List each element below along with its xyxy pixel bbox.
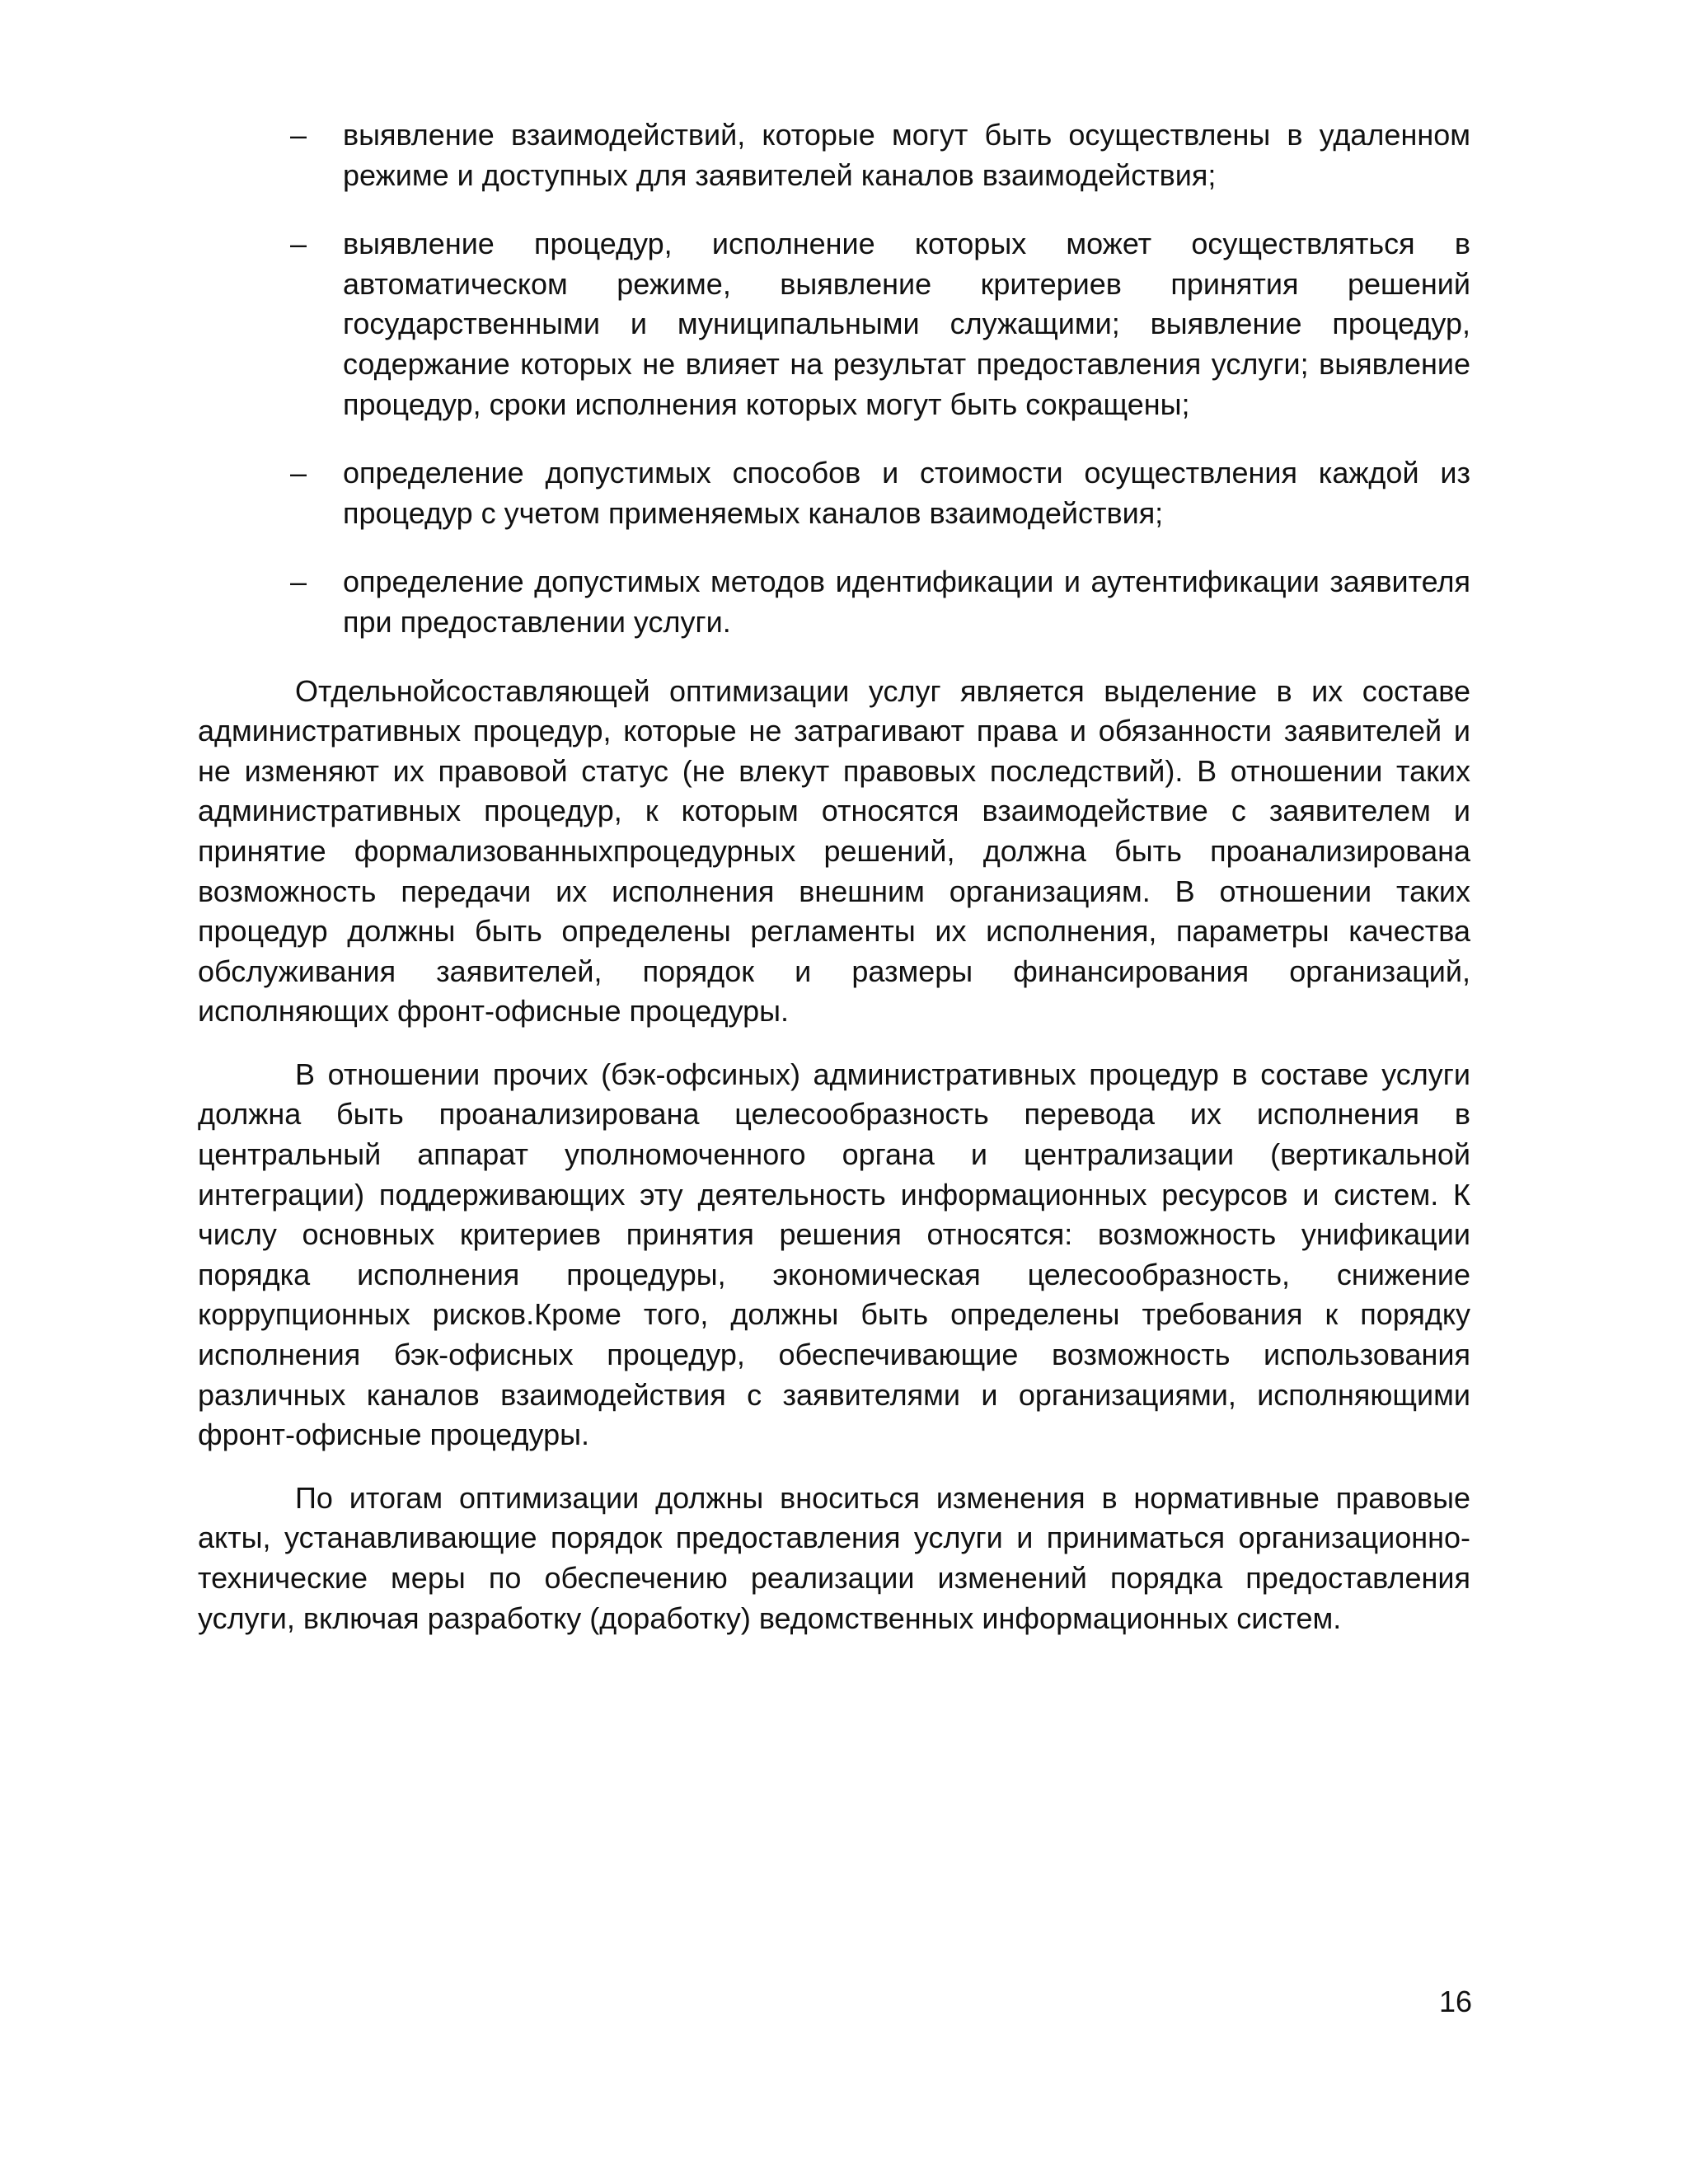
document-content — [198, 115, 1470, 1661]
page-number: 16 — [1438, 1985, 1472, 2018]
paragraph-optimization-results: По итогам оптимизации должны вноситься изменения в нормативные правовые акты, устанавливающие порядок предоставления услуги и приниматься организационно-технические меры по обеспечению реализации изменений порядка предоставления услуги, включая разработку (доработку) ведомственных информационных систем. — [198, 1480, 1470, 1635]
paragraph-back-office: В отношении прочих (бэк-офсиных) административных процедур в составе услуги должна быть проанализирована целесообразность перевода их исполнения в центральный аппарат уполномоченного органа и централизации (вертикальной интеграции) поддерживающих эту деятельность информационных ресурсов и систем. К числу основных критериев принятия решения относятся: возможность унификации порядка исполнения процедуры, экономическая целесообразность, снижение коррупционных рисков.Кроме того, должны быть определены требования к порядку исполнения бэк-офисных процедур, обеспечивающие возможность использования различных каналов взаимодействия с заявителями и организациями, исполняющими фронт-офисные процедуры. — [198, 1057, 1470, 1452]
bullet-item-identification-methods — [198, 562, 1470, 642]
bullet-text: определение допустимых способов и стоимости осуществления каждой из процедур с учетом применяемых каналов взаимодействия; — [343, 456, 1470, 530]
bullet-item-automated-procedures — [198, 224, 1470, 424]
bullet-list — [198, 115, 1470, 643]
dash-bullet-icon: – — [290, 227, 307, 261]
bullet-text: определение допустимых методов идентификации и аутентификации заявителя при предоставлении услуги. — [343, 565, 1470, 639]
bullet-item-remote-interactions — [198, 115, 1470, 195]
dash-bullet-icon: – — [290, 456, 307, 490]
bullet-text: выявление взаимодействий, которые могут быть осуществлены в удаленном режиме и доступных для заявителей каналов взаимодействия; — [343, 118, 1470, 192]
dash-bullet-icon: – — [290, 565, 307, 599]
paragraph-front-office: Отдельнойсоставляющей оптимизации услуг является выделение в их составе административных процедур, которые не затрагивают права и обязанности заявителей и не изменяют их правовой статус (не влекут правовых последствий). В отношении таких административных процедур, к которым относятся взаимодействие с заявителем и принятие формализованныхпроцедурных решений, должна быть проанализирована возможность передачи их исполнения внешним организациям. В отношении таких процедур должны быть определены регламенты их исполнения, параметры качества обслуживания заявителей, порядок и размеры финансирования организаций, исполняющих фронт-офисные процедуры. — [198, 673, 1470, 1029]
bullet-text: выявление процедур, исполнение которых может осуществляться в автоматическом режиме, выявление критериев принятия решений государственными и муниципальными служащими; выявление процедур, содержание которых не влияет на результат предоставления услуги; выявление процедур, сроки исполнения которых могут быть сокращены; — [343, 227, 1470, 421]
dash-bullet-icon: – — [290, 118, 307, 152]
bullet-item-methods-and-cost — [198, 453, 1470, 533]
